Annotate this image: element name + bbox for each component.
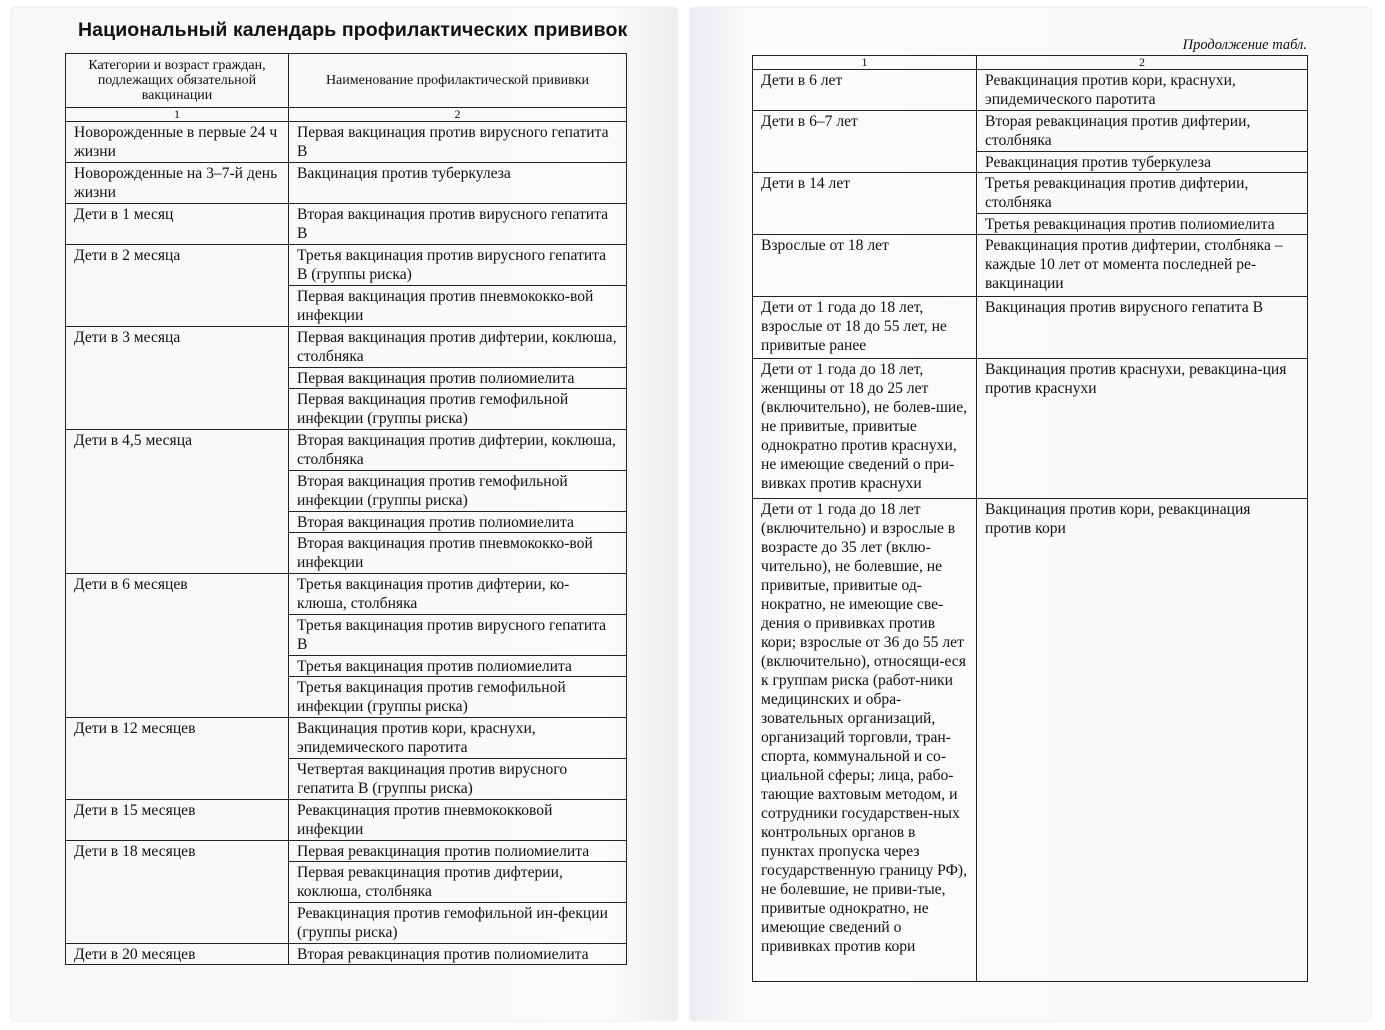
vaccine-cell: Четвертая вакцинация против вирусного гепатита В (группы риска) [289,759,627,800]
category-cell: Новорожденные в первые 24 ч жизни [66,122,289,163]
category-cell: Дети в 4,5 месяца [66,430,289,574]
category-cell: Дети от 1 года до 18 лет (включительно) и взрослые в возрасте до 35 лет (вклю-чительно), не болевшие, не привитые, привитые од-нократно, не имеющие све-дения о прививках против кори; взрослые от 36 до 55 лет (включительно), относящи-еся к группам риска (работ-ники медицинских и обра-зовательных организаций, организаций торговли, тран-спорта, коммунальной и со-циальной сферы; лица, рабо-тающие вахтовым методом, и сотрудники государствен-ных контрольных органов в пунктах пропуска через государственную границу РФ), не болевшие, не приви-тые, привитые однократно, не имеющие сведений о прививках против кори [753,499,977,982]
category-cell: Дети в 18 месяцев [66,841,289,944]
vaccine-cell: Первая ревакцинация против дифтерии, коклюша, столбняка [289,862,627,903]
column-number-2: 2 [289,108,627,122]
vaccine-cell: Вторая ревакцинация против дифтерии, столбняка [977,111,1308,152]
category-cell: Дети от 1 года до 18 лет, взрослые от 18 до 55 лет, не привитые ранее [753,297,977,359]
table-row [753,499,1308,982]
vaccine-cell: Ревакцинация против кори, краснухи, эпидемического паротита [977,70,1308,111]
vaccine-cell: Первая вакцинация против пневмококко-вой инфекции [289,286,627,327]
table-row [66,204,627,245]
vaccine-cell: Ревакцинация против дифтерии, столбняка – каждые 10 лет от момента последней ре-вакцинации [977,235,1308,297]
table-row [753,70,1308,111]
table-row [66,245,627,286]
vaccination-table-left [65,53,627,965]
vaccine-cell: Третья вакцинация против вирусного гепатита В [289,615,627,656]
vaccine-cell: Вторая вакцинация против гемофильной инфекции (группы риска) [289,471,627,512]
category-cell: Дети в 1 месяц [66,204,289,245]
vaccine-cell: Вакцинация против туберкулеза [289,163,627,204]
vaccine-cell: Вакцинация против вирусного гепатита В [977,297,1308,359]
vaccine-cell: Третья вакцинация против гемофильной инфекции (группы риска) [289,677,627,718]
table-header-row [66,54,627,108]
category-cell: Дети в 6–7 лет [753,111,977,173]
vaccine-cell: Вторая вакцинация против дифтерии, коклюша, столбняка [289,430,627,471]
vaccine-cell: Первая ревакцинация против полиомиелита [289,841,627,862]
column-number-1: 1 [753,56,977,70]
vaccine-cell: Третья ревакцинация против дифтерии, столбняка [977,173,1308,214]
column-number-2: 2 [977,56,1308,70]
vaccine-cell: Третья вакцинация против полиомиелита [289,656,627,677]
table-row [753,111,1308,152]
table-row [753,297,1308,359]
category-cell: Взрослые от 18 лет [753,235,977,297]
vaccine-cell: Третья ревакцинация против полиомиелита [977,214,1308,235]
vaccine-cell: Первая вакцинация против гемофильной инфекции (группы риска) [289,389,627,430]
table-row [66,574,627,615]
table-row [66,841,627,862]
table-row [753,235,1308,297]
vaccine-cell: Третья вакцинация против дифтерии, ко-клюша, столбняка [289,574,627,615]
column-header-category: Категории и возраст граждан, подлежащих обязательной вакцинации [66,54,289,108]
continuation-label: Продолжение табл. [1182,37,1307,53]
category-cell: Дети в 20 месяцев [66,944,289,965]
category-cell: Дети в 15 месяцев [66,800,289,841]
table-row [753,359,1308,499]
table-row [66,718,627,759]
table-row [66,430,627,471]
vaccine-cell: Вторая вакцинация против пневмококко-вой инфекции [289,533,627,574]
column-number-row [66,108,627,122]
category-cell: Дети в 6 лет [753,70,977,111]
vaccine-cell: Вакцинация против краснухи, ревакцина-ция против краснухи [977,359,1308,499]
vaccine-cell: Ревакцинация против пневмококковой инфекции [289,800,627,841]
vaccine-cell: Ревакцинация против туберкулеза [977,152,1308,173]
page-title: Национальный календарь профилактических прививок [78,19,628,41]
vaccine-cell: Вакцинация против кори, краснухи, эпидемического паротита [289,718,627,759]
category-cell: Дети в 2 месяца [66,245,289,327]
category-cell: Дети в 6 месяцев [66,574,289,718]
table-row [66,122,627,163]
vaccine-cell: Первая вакцинация против полиомиелита [289,368,627,389]
vaccine-cell: Ревакцинация против гемофильной ин-фекции (группы риска) [289,903,627,944]
vaccine-cell: Вторая вакцинация против вирусного гепатита В [289,204,627,245]
table-row [66,327,627,368]
vaccine-cell: Первая вакцинация против дифтерии, коклюша, столбняка [289,327,627,368]
column-number-row [753,56,1308,70]
vaccine-cell: Вакцинация против кори, ревакцинация против кори [977,499,1308,982]
column-header-vaccine: Наименование профилактической прививки [289,54,627,108]
table-row [66,944,627,965]
category-cell: Дети в 12 месяцев [66,718,289,800]
vaccine-cell: Первая вакцинация против вирусного гепатита В [289,122,627,163]
vaccine-cell: Вторая ревакцинация против полиомиелита [289,944,627,965]
category-cell: Дети в 14 лет [753,173,977,235]
column-number-1: 1 [66,108,289,122]
category-cell: Дети от 1 года до 18 лет, женщины от 18 до 25 лет (включительно), не болев-шие, не привитые, привитые однократно против краснухи, не имеющие сведений о при-вивках против краснухи [753,359,977,499]
category-cell: Новорожденные на 3–7-й день жизни [66,163,289,204]
table-row [753,173,1308,214]
table-row [66,163,627,204]
vaccination-table-right [752,55,1308,982]
table-row [66,800,627,841]
vaccine-cell: Третья вакцинация против вирусного гепатита В (группы риска) [289,245,627,286]
category-cell: Дети в 3 месяца [66,327,289,430]
vaccine-cell: Вторая вакцинация против полиомиелита [289,512,627,533]
